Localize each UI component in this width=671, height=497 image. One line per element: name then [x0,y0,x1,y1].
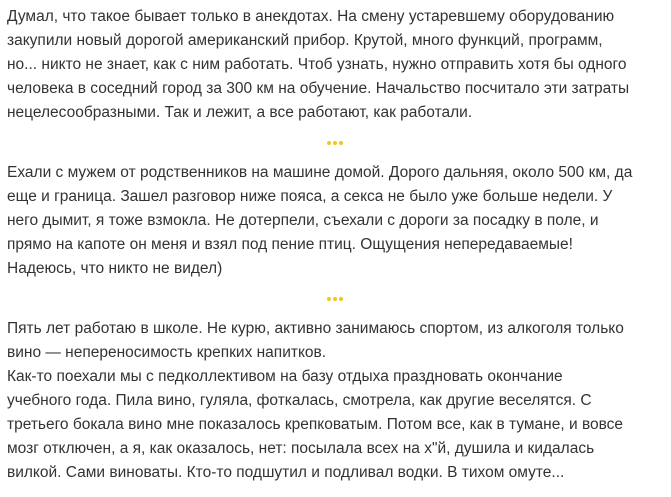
story-line: него дымит, я тоже взмокла. Не дотерпели, съехали с дороги за посадку в поле, и [7,212,599,229]
dot [327,297,331,301]
story-line: но... никто не знает, как с ним работать. Чтоб узнать, нужно отправить хотя бы одного [7,56,627,73]
story-separator [7,281,663,317]
story-line: нецелесообразными. Так и лежит, а все работают, как работали. [7,104,473,121]
dot [333,297,337,301]
story-line: Надеюсь, что никто не видел) [7,260,223,277]
story-line: человека в соседний город за 300 км на обучение. Начальство посчитало эти затраты [7,80,630,97]
dot [327,141,331,145]
three-dots-separator-icon [327,297,343,301]
story-separator [7,125,663,161]
story-line: прямо на капоте он меня и взял под пение птиц. Ощущения непередаваемые! [7,236,573,253]
story-line: Думал, что такое бывает только в анекдотах. На смену устаревшему оборудованию [7,8,615,25]
dot [333,141,337,145]
dot [339,141,343,145]
story-3 [7,317,663,485]
story-2 [7,161,663,281]
story-line: Ехали с мужем от родственников на машине домой. Дорого дальняя, около 500 км, да [7,164,633,181]
story-line: учебного года. Пила вино, гуляла, фоткалась, смотрела, как другие веселятся. С [7,392,592,409]
dot [339,297,343,301]
story-line: вино — непереносимость крепких напитков. [7,344,327,361]
three-dots-separator-icon [327,141,343,145]
story-line: третьего бокала вино мне показалось крепковатым. Потом все, как в тумане, и вовсе [7,416,624,433]
story-line: Пять лет работаю в школе. Не курю, активно занимаюсь спортом, из алкоголя только [7,320,624,337]
story-line: мозг отключен, а я, как оказалось, нет: посылала всех на х"й, душила и кидалась [7,440,595,457]
story-line: Как-то поехали мы с педколлективом на базу отдыха праздновать окончание [7,368,563,385]
story-line: закупили новый дорогой американский прибор. Крутой, много функций, программ, [7,32,603,49]
story-line: вилкой. Сами виноваты. Кто-то подшутил и подливал водки. В тихом омуте... [7,464,565,481]
story-1 [7,0,663,125]
story-line: еще и граница. Зашел разговор ниже пояса, а секса не было уже больше недели. У [7,188,613,205]
